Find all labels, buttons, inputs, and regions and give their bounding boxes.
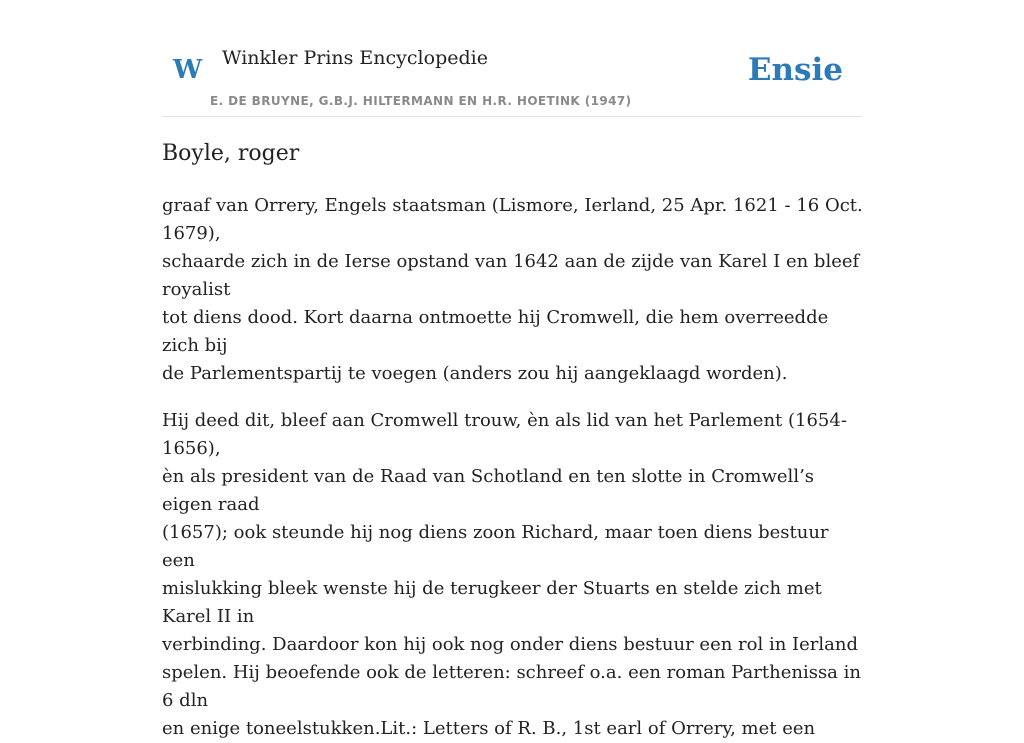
article-title: Boyle, roger — [162, 141, 300, 166]
source-authors: E. DE BRUYNE, G.B.J. HILTERMANN EN H.R. HOETINK (1947) — [210, 94, 632, 108]
site-header — [162, 0, 862, 117]
article-paragraph: Hij deed dit, bleef aan Cromwell trouw, èn als lid van het Parlement (1654-1656), èn als president van de Raad van Schotland en ten slotte in Cromwell’s eigen raad (1657); ook steunde hij nog diens zoon Richard, maar toen diens bestuur een mislukking bleek wenste hij de terugkeer der Stuarts en stelde zich met Karel II in verbinding. Daardoor kon hij ook nog onder diens bestuur een rol in Ierland spelen. Hij beoefende ook de letteren: schreef o.a. een roman Parthenissa in 6 dln en enige toneelstukken.Lit.: Letters of R. B., 1st earl of Orrery, met een — [162, 410, 861, 739]
article — [162, 137, 864, 743]
winkler-prins-logo[interactable]: W — [173, 55, 203, 85]
article-paragraph: graaf van Orrery, Engels staatsman (Lismore, Ierland, 25 Apr. 1621 - 16 Oct. 1679), schaarde zich in de Ierse opstand van 1642 aan de zijde van Karel I en bleef royalist tot diens dood. Kort daarna ontmoette hij Cromwell, die hem overreedde zich bij de Parlementspartij te voegen (anders zou hij aangeklaagd worden). — [162, 195, 863, 384]
ensie-logo-link[interactable]: Ensie — [747, 52, 843, 88]
source-title[interactable]: Winkler Prins Encyclopedie — [222, 47, 488, 69]
